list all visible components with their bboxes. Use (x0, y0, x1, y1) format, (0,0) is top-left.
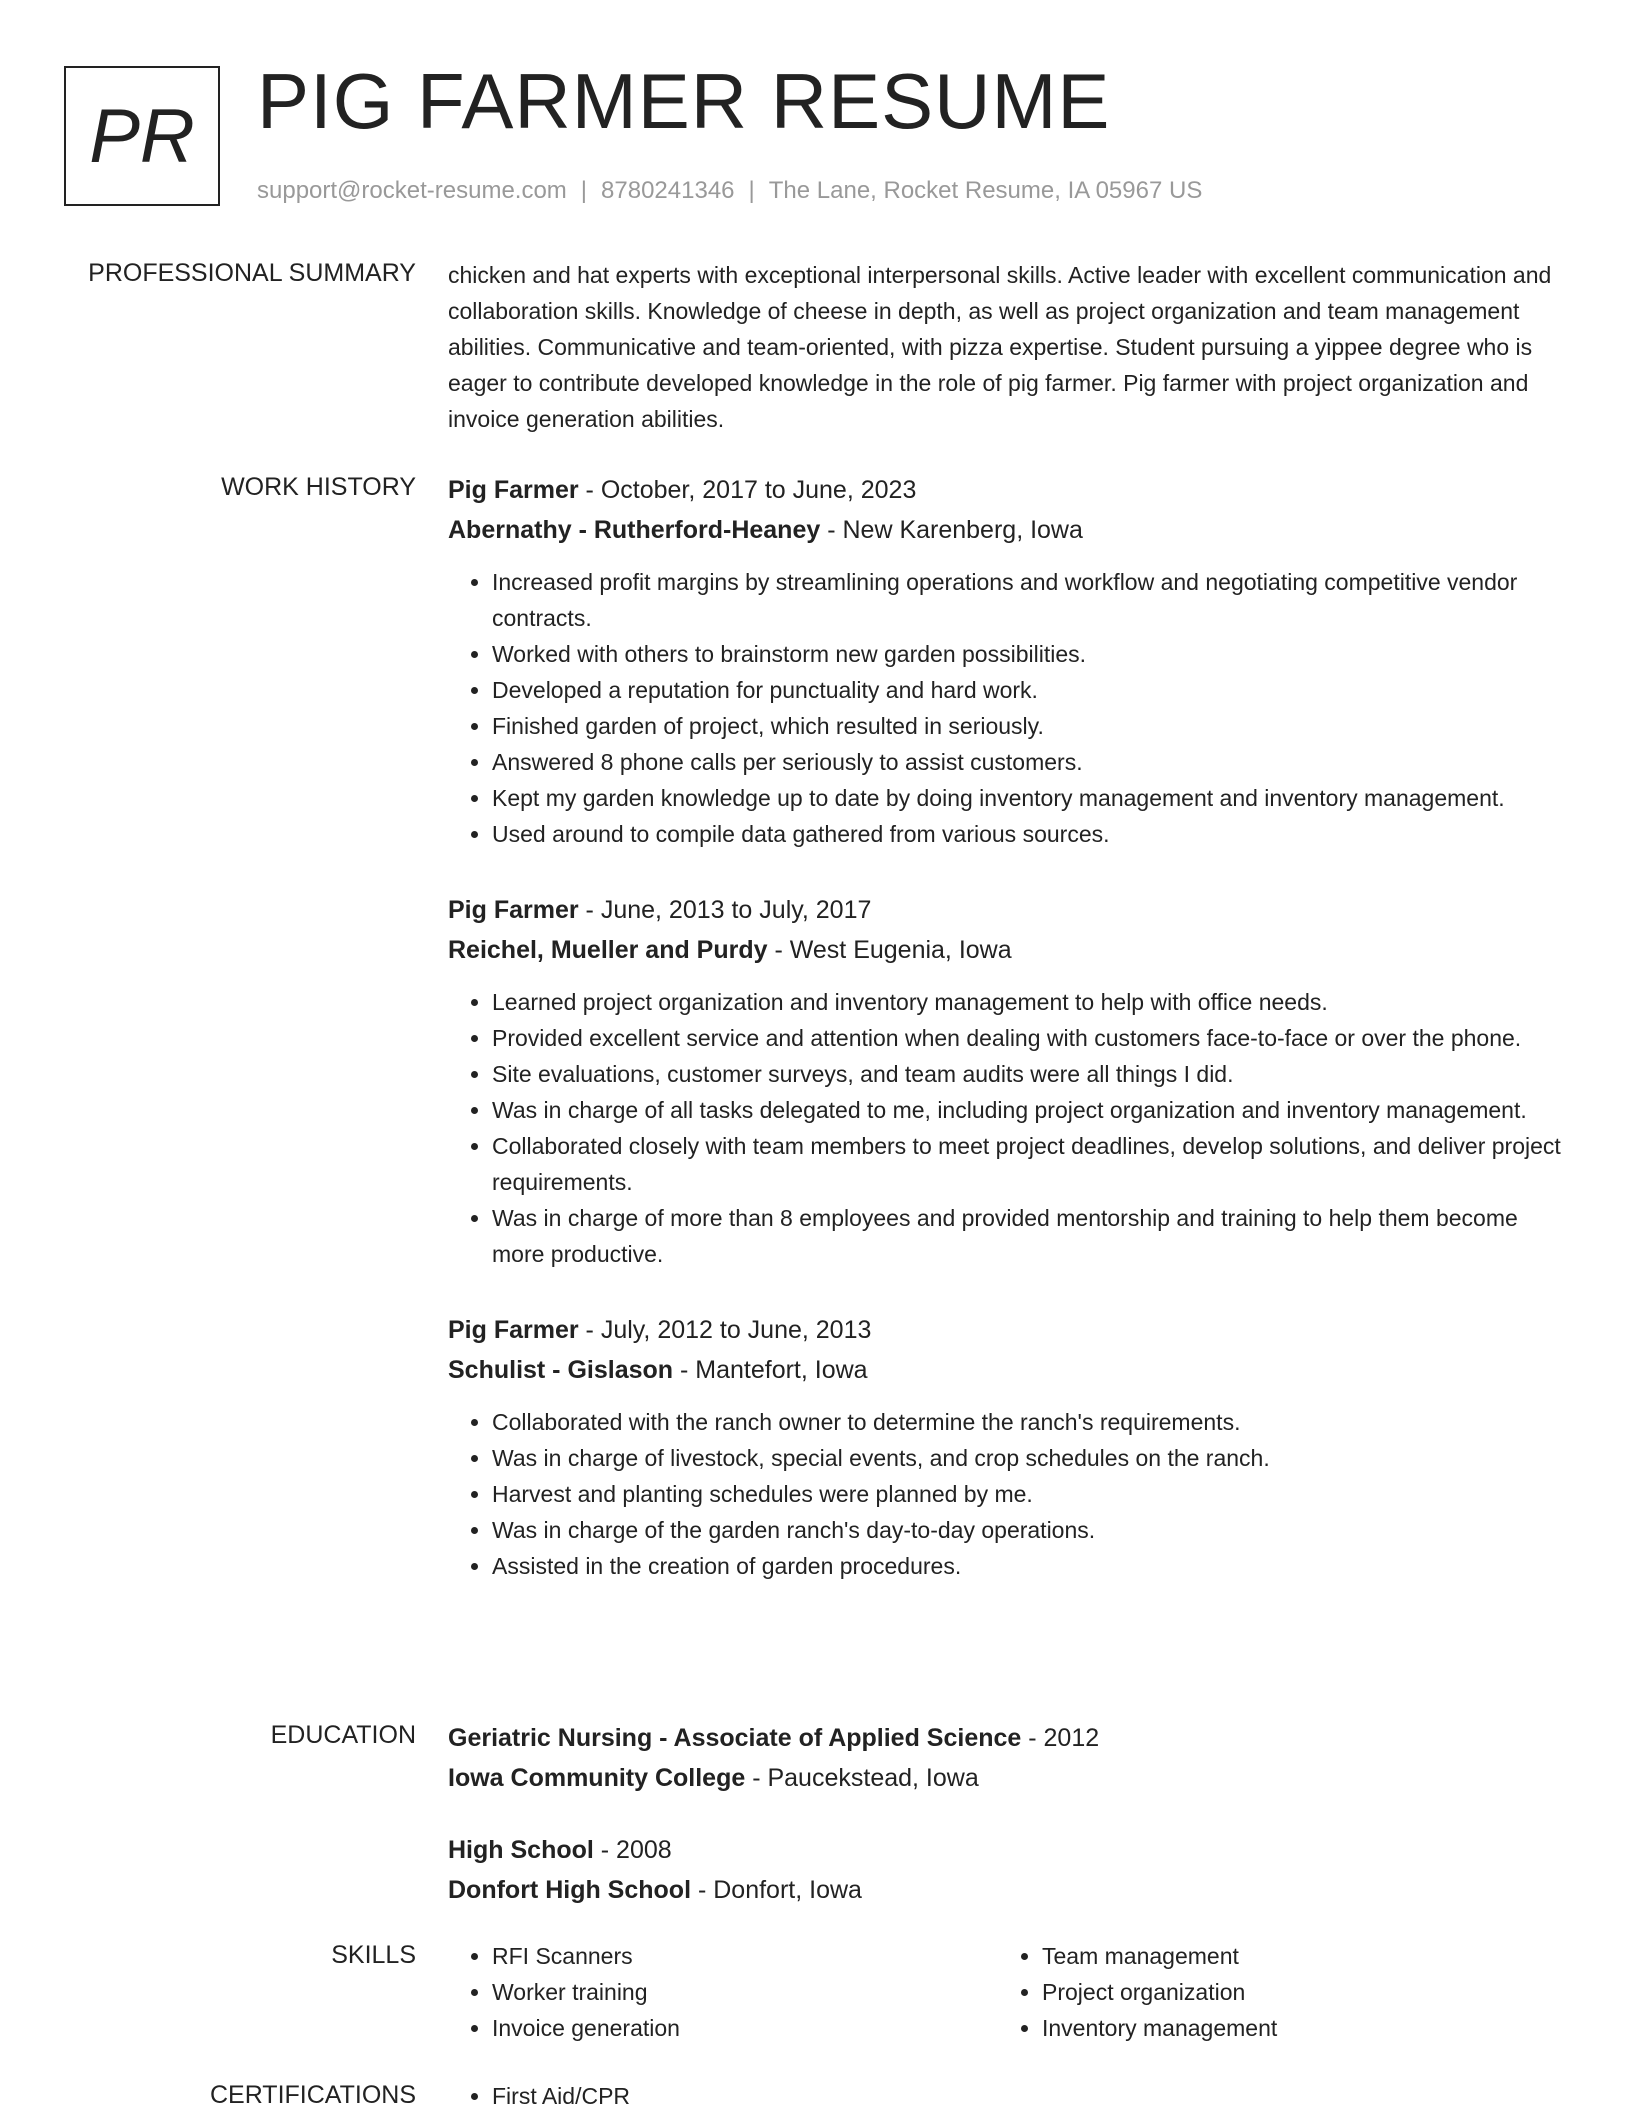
job-company-line (448, 510, 1568, 550)
job-duty-item: • Used around to compile data gathered from various sources. (492, 816, 1568, 852)
skills-column-2 (998, 1938, 1548, 2046)
summary-text: chicken and hat experts with exceptional interpersonal skills. Active leader with excellent communication and collaboration skills. Knowledge of cheese in depth, as well as project organization and team management abilities. Communicative and team-oriented, with pizza expertise. Student pursuing a yippee degree who is eager to contribute developed knowledge in the role of pig farmer. Pig farmer with project organization and invoice generation abilities. (448, 262, 1552, 432)
skill-item: • Inventory management (1042, 2010, 1548, 2046)
job-title: Pig Farmer (448, 476, 579, 504)
job-duty-item: • Was in charge of livestock, special events, and crop schedules on the ranch. (492, 1440, 1568, 1476)
education-year: - 2012 (1021, 1724, 1100, 1752)
job-location: - West Eugenia, Iowa (767, 936, 1012, 964)
education-entry (448, 1718, 1568, 1798)
job-duty-item: • Collaborated with the ranch owner to determine the ranch's requirements. (492, 1404, 1568, 1440)
contact-separator: | (748, 177, 755, 204)
resume-title: PIG FARMER RESUME (257, 57, 1111, 145)
job-entry (448, 470, 1568, 852)
job-duty-item: • Provided excellent service and attention when dealing with customers face-to-face or over the phone. (492, 1020, 1568, 1056)
job-location: - Mantefort, Iowa (673, 1356, 868, 1384)
skill-item: • RFI Scanners (492, 1938, 998, 1974)
job-duty-item: • Learned project organization and inventory management to help with office needs. (492, 984, 1568, 1020)
job-location: - New Karenberg, Iowa (820, 516, 1083, 544)
job-duty-item: • Worked with others to brainstorm new garden possibilities. (492, 636, 1568, 672)
certification-item: • First Aid/CPR (492, 2078, 998, 2114)
job-duties-list (448, 1404, 1568, 1584)
contact-separator: | (580, 177, 588, 204)
job-duty-item: • Harvest and planting schedules were planned by me. (492, 1476, 1568, 1512)
job-duty-item: • Kept my garden knowledge up to date by doing inventory management and inventory management. (492, 780, 1568, 816)
job-title-line (448, 1310, 1568, 1350)
job-duties-list (448, 564, 1568, 852)
job-company-line (448, 930, 1568, 970)
skill-item: • Invoice generation (492, 2010, 998, 2046)
job-dates: - October, 2017 to June, 2023 (578, 476, 917, 504)
job-title-line (448, 890, 1568, 930)
skills-column-1 (448, 1938, 998, 2046)
job-dates: - July, 2012 to June, 2013 (578, 1316, 872, 1344)
job-entry (448, 890, 1568, 1272)
education-year: - 2008 (593, 1836, 672, 1864)
job-duty-item: • Developed a reputation for punctuality and hard work. (492, 672, 1568, 708)
education-degree-line (448, 1830, 1568, 1870)
certifications-list (448, 2078, 998, 2114)
job-title: Pig Farmer (448, 896, 579, 924)
education-school-line (448, 1870, 1568, 1910)
contact-email[interactable]: support@rocket-resume.com (257, 177, 567, 204)
section-label-summary: PROFESSIONAL SUMMARY (88, 259, 416, 287)
education-school: Iowa Community College (448, 1764, 746, 1792)
job-company: Abernathy - Rutherford-Heaney (448, 516, 821, 544)
section-label-skills: SKILLS (331, 1941, 416, 1969)
job-entry (448, 1310, 1568, 1584)
job-duty-item: • Collaborated closely with team members to meet project deadlines, develop solutions, and deliver project requirements. (492, 1128, 1568, 1200)
job-dates: - June, 2013 to July, 2017 (578, 896, 872, 924)
education-list (448, 1718, 1568, 1942)
education-degree-line (448, 1718, 1568, 1758)
education-entry (448, 1830, 1568, 1910)
section-label-education: EDUCATION (270, 1721, 416, 1749)
job-company: Schulist - Gislason (448, 1356, 674, 1384)
job-duty-item: • Increased profit margins by streamlining operations and workflow and negotiating competitive vendor contracts. (492, 564, 1568, 636)
monogram-badge (64, 66, 220, 206)
section-label-work: WORK HISTORY (221, 473, 416, 501)
job-duty-item: • Was in charge of the garden ranch's day-to-day operations. (492, 1512, 1568, 1548)
education-location: - Paucekstead, Iowa (745, 1764, 979, 1792)
job-duty-item: • Site evaluations, customer surveys, and team audits were all things I did. (492, 1056, 1568, 1092)
job-duty-item: • Assisted in the creation of garden procedures. (492, 1548, 1568, 1584)
section-label-certifications: CERTIFICATIONS (209, 2081, 416, 2109)
job-duties-list (448, 984, 1568, 1272)
education-location: - Donfort, Iowa (691, 1876, 862, 1904)
job-company-line (448, 1350, 1568, 1390)
contact-line (257, 174, 1202, 208)
contact-address: The Lane, Rocket Resume, IA 05967 US (768, 177, 1203, 204)
contact-phone[interactable]: 8780241346 (601, 177, 735, 204)
education-school: Donfort High School (448, 1876, 692, 1904)
certifications-body (448, 2078, 1568, 2114)
job-duty-item: • Answered 8 phone calls per seriously to assist customers. (492, 744, 1568, 780)
job-title-line (448, 470, 1568, 510)
education-degree: Geriatric Nursing - Associate of Applied Science (448, 1724, 1022, 1752)
job-duty-item: • Was in charge of more than 8 employees and provided mentorship and training to help them become more productive. (492, 1200, 1568, 1272)
job-duty-item: • Was in charge of all tasks delegated to me, including project organization and inventory management. (492, 1092, 1568, 1128)
skill-item: • Project organization (1042, 1974, 1548, 2010)
work-history-list (448, 470, 1568, 1622)
skills-body (448, 1938, 1568, 2046)
education-school-line (448, 1758, 1568, 1798)
education-degree: High School (448, 1836, 594, 1864)
job-title: Pig Farmer (448, 1316, 579, 1344)
monogram-text: PR (89, 93, 195, 179)
job-company: Reichel, Mueller and Purdy (448, 936, 768, 964)
skill-item: • Team management (1042, 1938, 1548, 1974)
job-duty-item: • Finished garden of project, which resulted in seriously. (492, 708, 1568, 744)
skill-item: • Worker training (492, 1974, 998, 2010)
